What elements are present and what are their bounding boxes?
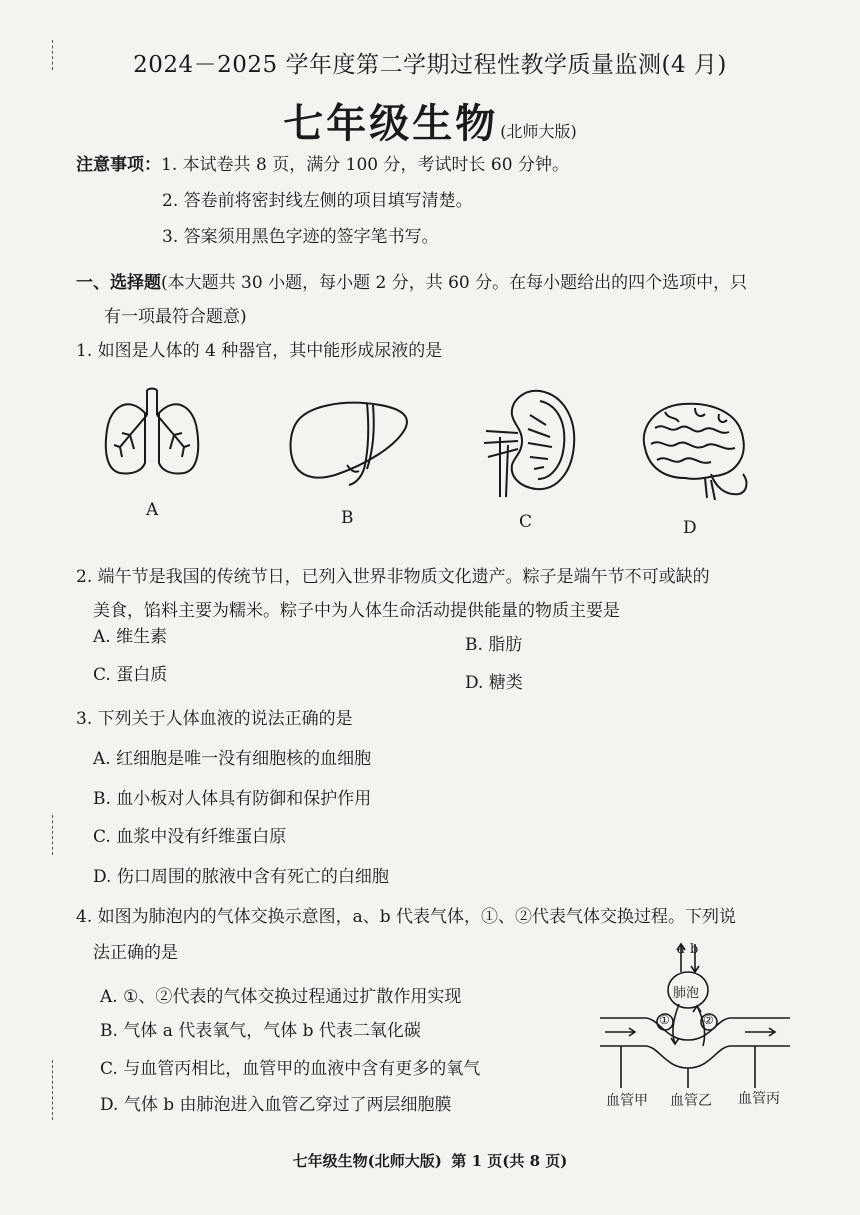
question-4-stem: 4. 如图为肺泡内的气体交换示意图，a、b 代表气体，①、②代表气体交换过程。下列说 (76, 907, 737, 927)
section-desc: (本大题共 30 小题，每小题 2 分，共 60 分。在每小题给出的四个选项中，只 (161, 273, 748, 293)
seal-line-dash (52, 1060, 53, 1120)
figure-label-d: D (683, 518, 697, 538)
exam-title: 2024－2025 学年度第二学期过程性教学质量监测(4 月) (133, 52, 727, 78)
liver-icon (285, 395, 415, 490)
notes-label: 注意事项： (76, 155, 161, 175)
gas-b-label: b (690, 942, 699, 957)
gas-a-label: a (677, 942, 685, 957)
footer-subject: 七年级生物(北师大版) (292, 1152, 442, 1170)
q2-option-a: A. 维生素 (93, 627, 168, 647)
figure-label-b: B (341, 508, 354, 528)
process-2-label: ② (703, 1013, 714, 1027)
q4-option-b: B. 气体 a 代表氧气，气体 b 代表二氧化碳 (100, 1021, 421, 1041)
question-2-stem-cont: 美食，馅料主要为糯米。粽子中为人体生命活动提供能量的物质主要是 (93, 601, 620, 621)
q2-option-c: C. 蛋白质 (93, 665, 168, 685)
title-row (0, 92, 860, 149)
process-1-label: ① (659, 1013, 670, 1027)
q4-option-d: D. 气体 b 由肺泡进入血管乙穿过了两层细胞膜 (100, 1095, 452, 1115)
figure-label-a: A (146, 500, 159, 520)
note-item: 1. 本试卷共 8 页，满分 100 分，考试时长 60 分钟。 (161, 155, 569, 175)
question-1-stem: 1. 如图是人体的 4 种器官，其中能形成尿液的是 (76, 341, 443, 361)
note-item: 3. 答案须用黑色字迹的签字笔书写。 (162, 227, 439, 247)
lungs-icon (100, 385, 204, 480)
seal-line-dash (52, 815, 53, 855)
vessel-yi-label: 血管乙 (670, 1093, 712, 1109)
figure-label-c: C (519, 512, 533, 532)
q3-option-d: D. 伤口周围的脓液中含有死亡的白细胞 (93, 867, 389, 887)
footer-page-number: 第 1 页(共 8 页) (451, 1152, 568, 1170)
subject-title: 七年级生物 (283, 100, 499, 147)
section-desc-cont: 有一项最符合题意) (104, 307, 247, 327)
note-item: 2. 答卷前将密封线左侧的项目填写清楚。 (162, 191, 473, 211)
q3-option-a: A. 红细胞是唯一没有细胞核的血细胞 (93, 749, 372, 769)
question-3-stem: 3. 下列关于人体血液的说法正确的是 (76, 709, 353, 729)
section-header (76, 268, 747, 293)
q2-option-d: D. 糖类 (465, 673, 523, 693)
kidney-icon (480, 385, 580, 497)
q4-option-a: A. ①、②代表的气体交换过程通过扩散作用实现 (100, 987, 462, 1007)
edition-label: (北师大版) (500, 122, 577, 141)
section-title: 一、选择题 (76, 273, 161, 293)
notes-row-1 (76, 150, 569, 175)
vessel-jia-label: 血管甲 (606, 1093, 648, 1109)
alveolus-label: 肺泡 (673, 986, 700, 1001)
page-footer (0, 1150, 860, 1171)
q2-option-b: B. 脂肪 (465, 635, 523, 655)
brain-icon (635, 398, 750, 503)
q4-option-c: C. 与血管丙相比，血管甲的血液中含有更多的氧气 (100, 1059, 481, 1079)
question-4-stem-cont: 法正确的是 (93, 943, 178, 963)
vessel-bing-label: 血管丙 (738, 1091, 780, 1107)
question-2-stem: 2. 端午节是我国的传统节日，已列入世界非物质文化遗产。粽子是端午节不可或缺的 (76, 567, 710, 587)
q3-option-b: B. 血小板对人体具有防御和保护作用 (93, 789, 372, 809)
q3-option-c: C. 血浆中没有纤维蛋白原 (93, 827, 287, 847)
